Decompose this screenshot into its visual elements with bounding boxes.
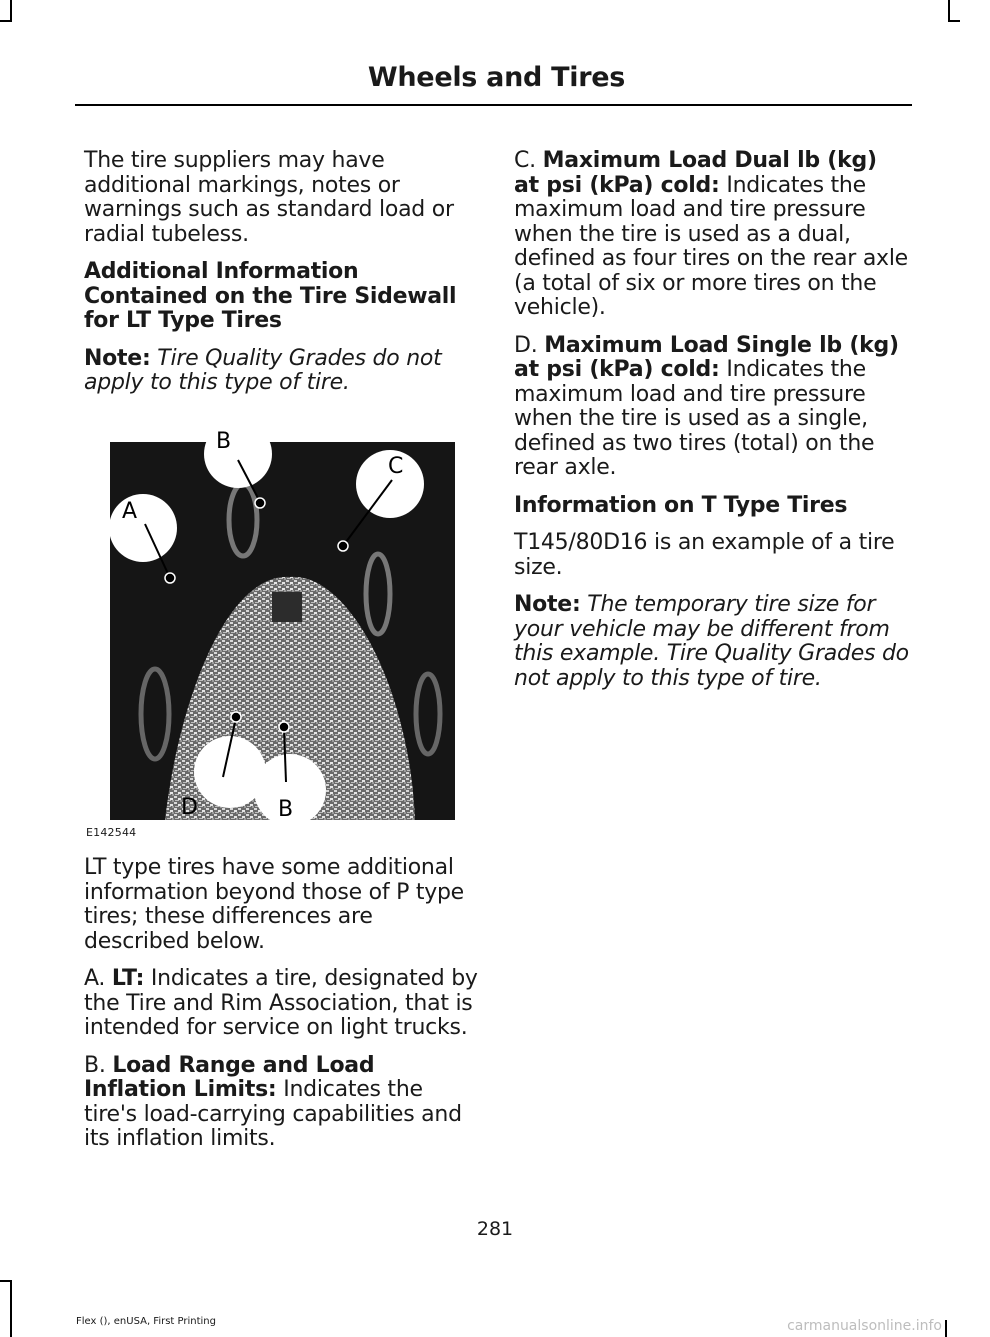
item-d-term: Maximum Load Single lb (kg) at psi (kPa) cold: <box>514 332 899 382</box>
intro-paragraph: The tire suppliers may have additional markings, notes or warnings such as standard load or radial tubeless. <box>84 148 454 247</box>
watermark: carmanualsonline.info <box>787 1318 942 1334</box>
callout-a-label: A <box>122 499 138 524</box>
item-b-term: Load Range and Load Inflation Limits: <box>84 1052 375 1102</box>
page-title: Wheels and Tires <box>367 62 625 93</box>
section-heading-t: Information on T Type Tires <box>514 492 848 518</box>
left-column-bottom <box>84 856 479 1165</box>
t-note-paragraph <box>514 593 909 691</box>
crop-mark <box>10 1280 12 1337</box>
item-b <box>84 1054 479 1152</box>
t-note-label: Note: <box>514 592 581 617</box>
t-note-text: The temporary tire size for your vehicle may be different from this example. Tire Quality Grades do not apply to this type of tire. <box>514 592 909 691</box>
item-b-desc: Indicates the tire's load-carrying capabilities and its inflation limits. <box>84 1077 462 1151</box>
note-text: Tire Quality Grades do not apply to this type of tire. <box>84 345 442 395</box>
crop-mark <box>945 1320 947 1337</box>
right-column <box>514 149 909 704</box>
item-c <box>514 149 909 321</box>
item-d <box>514 334 909 481</box>
callout-d-label: D <box>181 795 198 820</box>
lt-intro-paragraph: LT type tires have some additional information beyond those of P type tires; these differences are described below. <box>84 855 464 954</box>
item-d-desc: Indicates the maximum load and tire pressure when the tire is used as a single, defined as two tires (total) on the rear axle. <box>514 357 875 480</box>
section-heading-lt: Additional Information Contained on the Tire Sidewall for LT Type Tires <box>84 259 457 333</box>
tire-sidewall-figure <box>110 429 455 822</box>
callout-b-bottom-label: B <box>278 797 294 822</box>
note-paragraph <box>84 347 479 396</box>
header-divider <box>75 104 912 106</box>
item-a-prefix: A. <box>84 966 106 991</box>
crop-mark <box>0 20 12 22</box>
page-number: 281 <box>476 1218 514 1240</box>
item-d-prefix: D. <box>514 332 538 358</box>
item-a-term: LT: <box>111 966 145 991</box>
item-a <box>84 967 479 1041</box>
item-b-prefix: B. <box>84 1052 106 1078</box>
t-example-paragraph: T145/80D16 is an example of a tire size. <box>514 530 895 580</box>
note-label: Note: <box>84 345 151 371</box>
crop-mark <box>0 1280 12 1282</box>
tire-emblem <box>272 592 302 622</box>
figure-code: E142544 <box>86 826 137 839</box>
callout-b-top-label: B <box>216 429 232 454</box>
left-column-top <box>84 149 479 409</box>
crop-mark <box>10 0 12 22</box>
crop-mark <box>948 20 960 22</box>
item-c-prefix: C. <box>514 148 536 173</box>
crop-mark <box>948 0 950 22</box>
tire-illustration <box>110 429 455 822</box>
edition-footer: Flex (), enUSA, First Printing <box>76 1316 216 1327</box>
item-c-term: Maximum Load Dual lb (kg) at psi (kPa) cold: <box>514 148 877 198</box>
item-c-desc: Indicates the maximum load and tire pressure when the tire is used as a dual, defined as four tires on the rear axle (a total of six or more tires on the vehicle). <box>514 172 908 320</box>
callout-c-label: C <box>388 454 404 479</box>
item-a-desc: Indicates a tire, designated by the Tire and Rim Association, that is intended for service on light trucks. <box>84 966 478 1040</box>
